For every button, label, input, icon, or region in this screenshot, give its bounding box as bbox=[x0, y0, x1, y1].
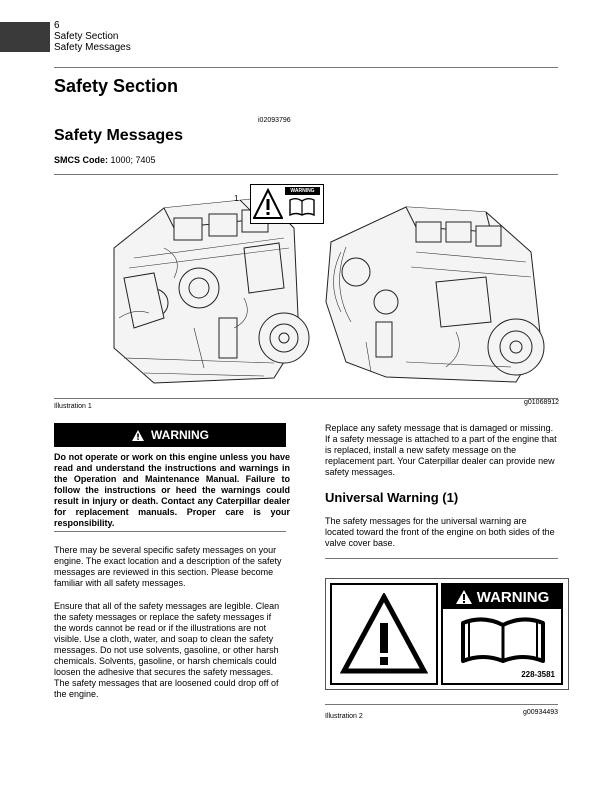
label-warning-banner bbox=[443, 585, 561, 609]
warning-banner-label: WARNING bbox=[151, 428, 209, 442]
smcs-code bbox=[54, 155, 156, 165]
illustration-2-rule bbox=[325, 704, 558, 705]
smcs-label: SMCS Code: bbox=[54, 155, 108, 165]
paragraph-intro: There may be several specific safety messages on your engine. The exact location and a description of the safety messages are reviewed in this section. Please become familiar with all safety messages. bbox=[54, 545, 282, 588]
callout-number: 1 bbox=[234, 194, 239, 203]
warning-triangle-icon bbox=[340, 593, 428, 675]
page-title: Safety Section bbox=[54, 76, 179, 96]
paragraph-replace: Replace any safety message that is damaged or missing. If a safety message is attached to a part of the engine that is replaced, install a new safety message on the replacement part. Your Caterpillar dealer can provide new safety messages. bbox=[325, 423, 557, 477]
illustration-1-graphic-id: g01068912 bbox=[524, 399, 560, 406]
illustration-1-rule bbox=[54, 398, 558, 399]
smcs-codes: 1000; 7405 bbox=[110, 155, 156, 165]
manual-book-icon bbox=[459, 615, 547, 665]
header-subsection: Safety Messages bbox=[54, 42, 131, 53]
universal-warning-text: The safety messages for the universal warning are located toward the front of the engine on both sides of the valve cover base. bbox=[325, 516, 555, 548]
warning-label-inset bbox=[250, 184, 324, 224]
engine-right-view-image bbox=[316, 192, 551, 392]
section-title: Safety Messages bbox=[54, 127, 183, 144]
warning-triangle-icon bbox=[455, 589, 473, 605]
label-triangle-panel bbox=[330, 583, 438, 685]
title-rule bbox=[54, 174, 558, 175]
manual-book-icon bbox=[288, 197, 316, 217]
illustration-2-caption: Illustration 2 bbox=[325, 713, 363, 720]
warning-text: Do not operate or work on this engine unless you have read and understand the instructions and warnings in the Operation and Maintenance Manual. Failure to follow the instructions or heed the warnings could result in injury or death. Contact any Caterpillar dealer for replacement manuals. Proper care is your responsibility. bbox=[54, 452, 290, 528]
illustration-2-graphic-id: g00934493 bbox=[523, 709, 559, 716]
doc-id: i02093796 bbox=[258, 117, 291, 124]
illustration-2-safety-label bbox=[325, 578, 569, 690]
label-manual-panel bbox=[441, 583, 563, 685]
warning-banner bbox=[54, 423, 286, 447]
warning-triangle-icon bbox=[131, 429, 145, 442]
header-rule bbox=[54, 67, 558, 68]
paragraph-cleaning: Ensure that all of the safety messages are legible. Clean the safety messages or replace the safety messages if the words cannot be read or if the illustrations are not visible. Use a cloth, water, and soap to clean the safety messages. Do not use solvents, gasoline, or other harsh chemicals. Solvents, gasoline, or harsh chemicals could loosen the adhesive that secures the safety messages. The safety messages that are loosened could drop off of the engine. bbox=[54, 601, 280, 699]
warning-rule bbox=[54, 531, 286, 532]
universal-rule bbox=[325, 558, 558, 559]
warning-triangle-icon bbox=[253, 188, 283, 220]
inset-warning-banner: WARNING bbox=[285, 187, 320, 195]
label-warning-text: WARNING bbox=[476, 588, 550, 606]
page-number: 6 bbox=[54, 20, 60, 31]
label-part-number: 228-3581 bbox=[521, 670, 555, 679]
page-tab-marker bbox=[0, 22, 50, 52]
illustration-1-caption: Illustration 1 bbox=[54, 403, 92, 410]
running-header bbox=[54, 20, 131, 53]
header-section: Safety Section bbox=[54, 31, 119, 42]
illustration-1 bbox=[54, 178, 560, 410]
universal-warning-heading: Universal Warning (1) bbox=[325, 490, 459, 505]
